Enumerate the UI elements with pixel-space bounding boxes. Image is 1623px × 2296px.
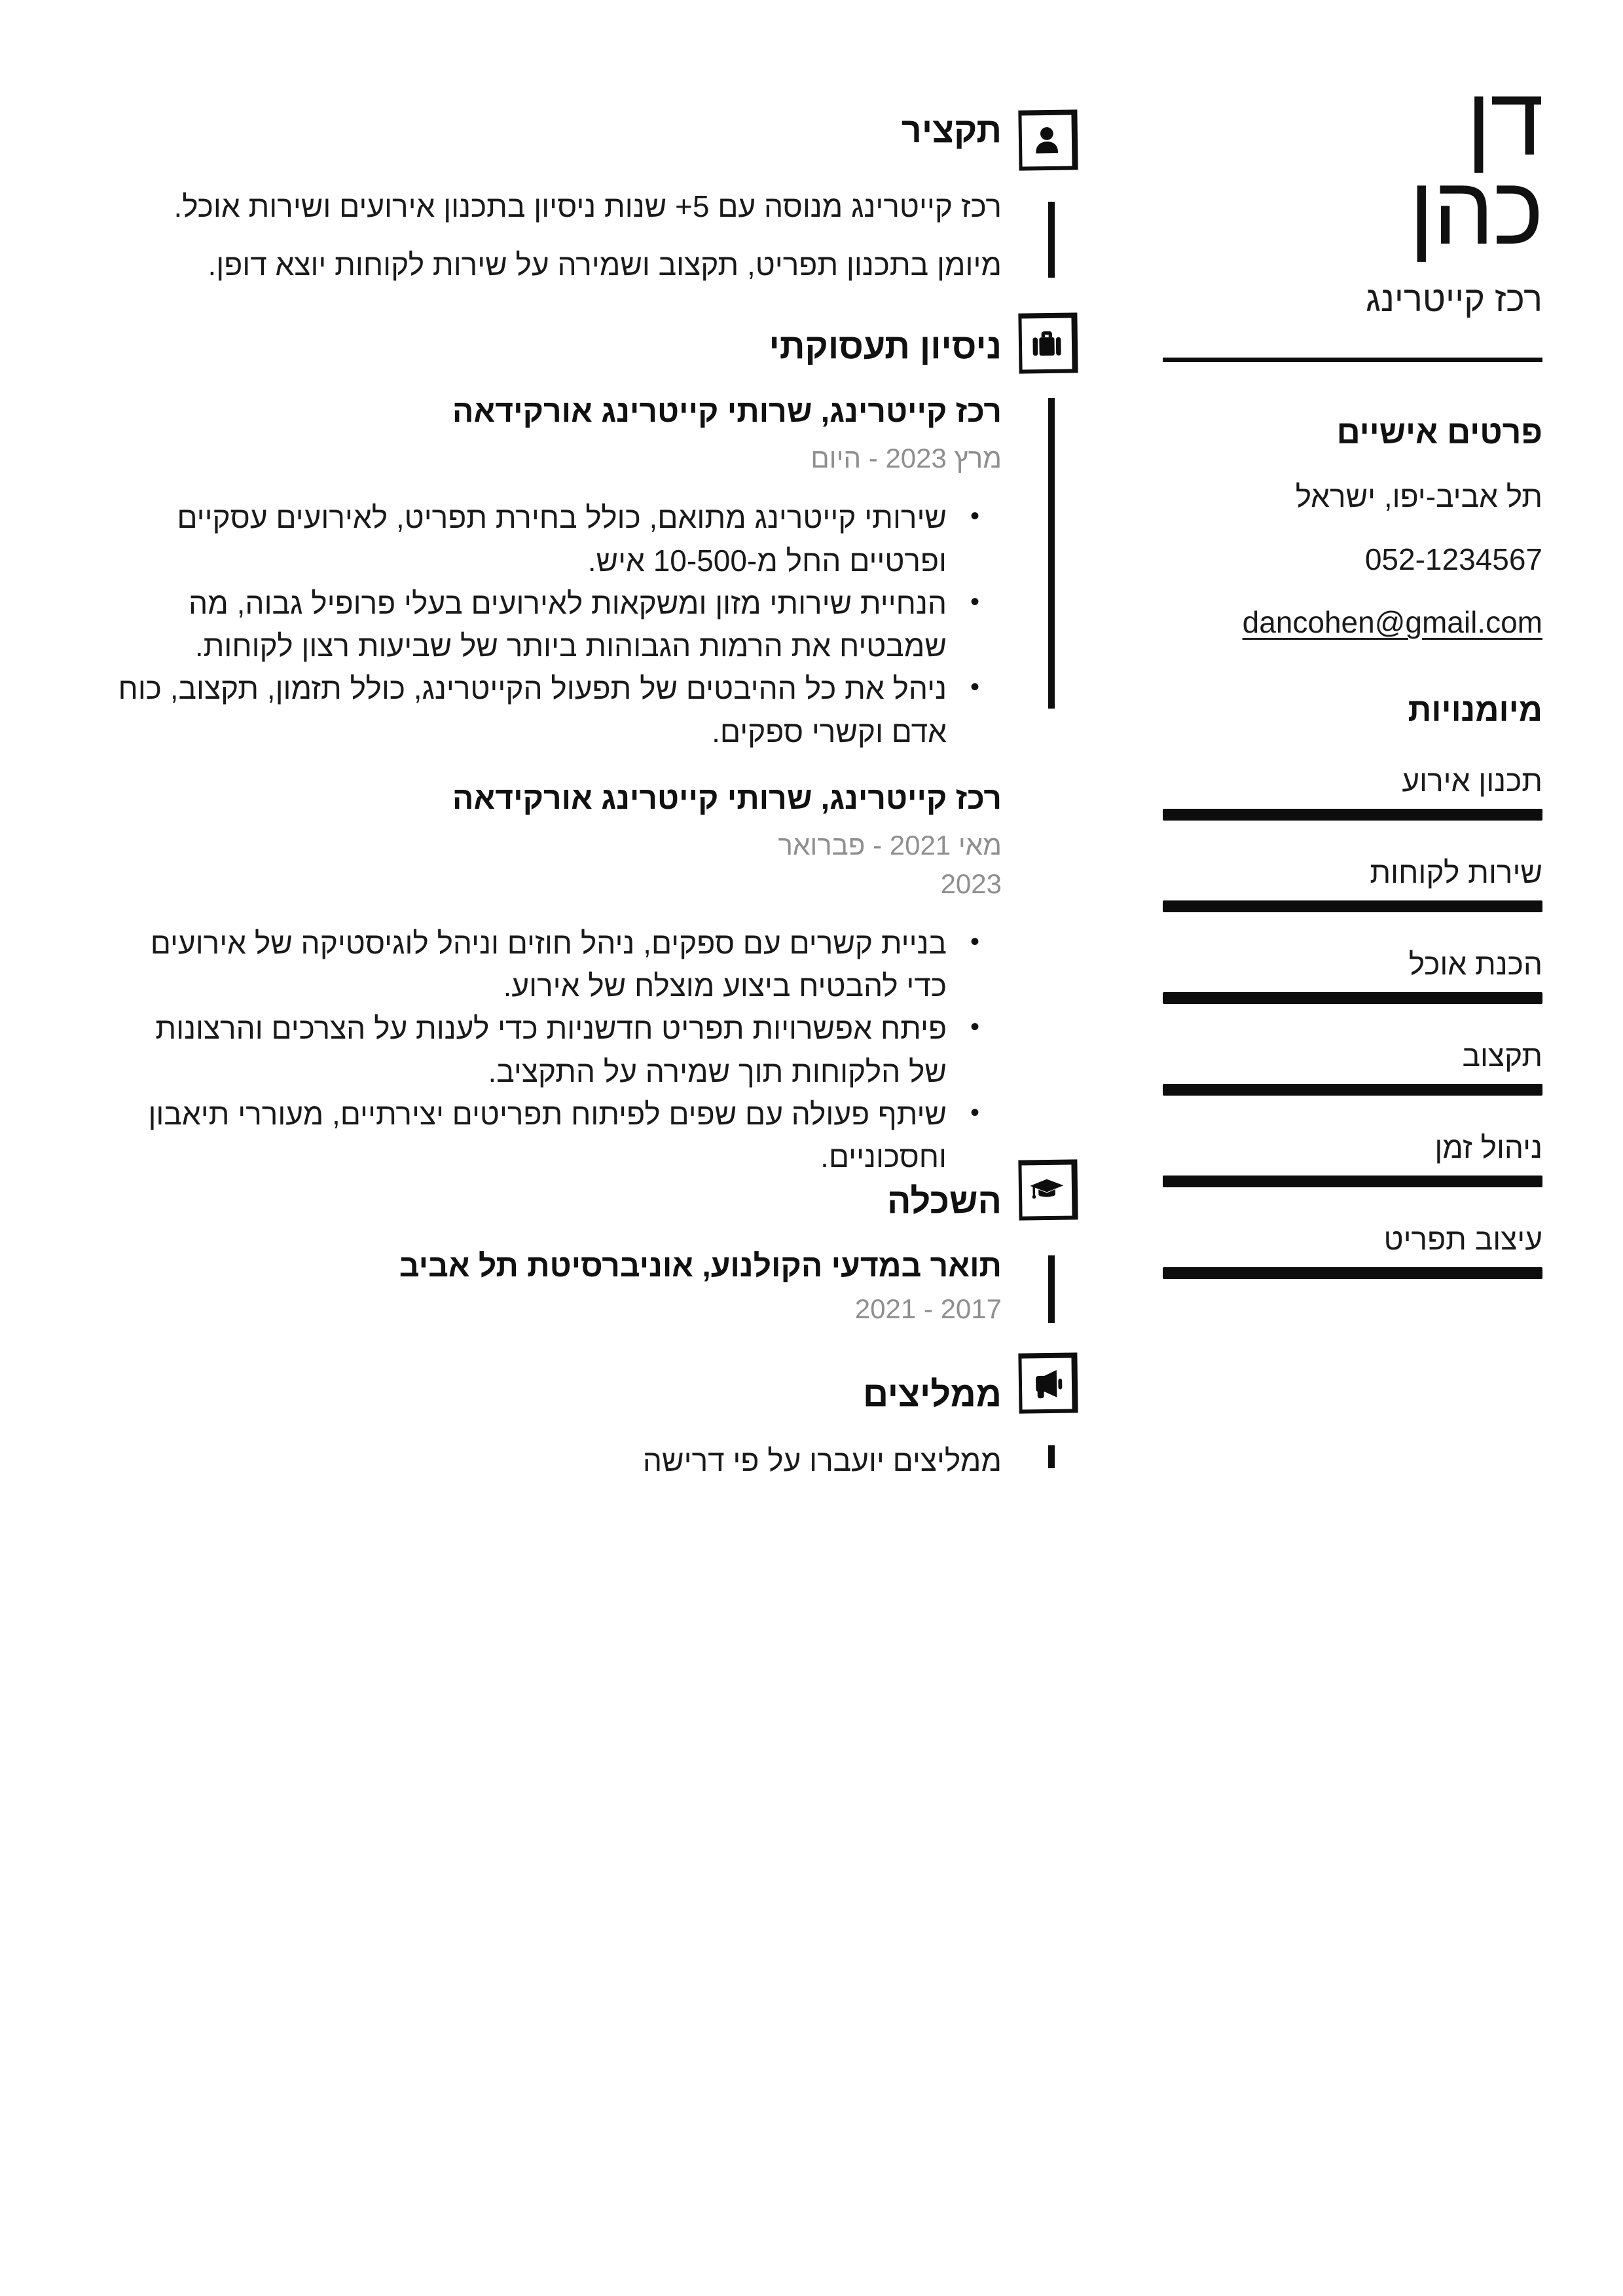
job-entry	[111, 392, 1002, 753]
job-date: מאי 2021 - פברואר 2023	[778, 830, 1002, 899]
skill-label: הכנת אוכל	[1408, 947, 1542, 982]
skills-heading: מיומנויות	[1408, 692, 1542, 729]
skill-bar-track	[1163, 1176, 1542, 1187]
skill-bar	[1163, 1176, 1542, 1187]
skill-bar-track	[1163, 1267, 1542, 1279]
job-title: רכז קייטרינג, שרותי קייטרינג אורקידאה	[452, 781, 1002, 817]
summary-heading: תקציר	[901, 111, 1002, 150]
job-date: מרץ 2023 - היום	[811, 443, 1002, 474]
references-text: ממליצים יועברו על פי דרישה	[642, 1443, 1002, 1478]
candidate-job-title: רכז קייטרינג	[1366, 280, 1542, 320]
timeline-segment	[1048, 202, 1055, 278]
section-education	[111, 1182, 1002, 1325]
last-name: כהן	[1409, 157, 1542, 265]
job-entry	[111, 779, 1002, 1178]
education-degree: תואר במדעי הקולנוע, אוניברסיטת תל אביב	[399, 1249, 1002, 1284]
experience-heading: ניסיון תעסוקתי	[769, 327, 1002, 366]
job-bullet: • ניהל את כל ההיבטים של תפעול הקייטרינג, כולל תזמון, תקצוב, כוח אדם וקשרי ספקים.	[111, 667, 982, 753]
candidate-name	[1163, 67, 1542, 265]
summary-text: רכז קייטרינג מנוסה עם 5+ שנות ניסיון בתכנון אירועים ושירות אוכל. מיומן בתכנון תפריט, תקצוב ושמירה על שירות לקוחות יוצא דופן.	[173, 189, 1002, 282]
contact-location: תל אביב-יפו, ישראל	[1295, 479, 1542, 514]
contact-phone: 052-1234567	[1364, 542, 1542, 577]
megaphone-icon	[1018, 1352, 1078, 1413]
timeline-segment	[1048, 1445, 1055, 1468]
skill-bar	[1163, 992, 1542, 1004]
skill-bar-track	[1163, 900, 1542, 912]
section-references	[111, 1375, 1002, 1478]
sidebar-divider	[1163, 358, 1542, 362]
timeline-segment	[1048, 1255, 1055, 1323]
personal-details-heading: פרטים אישיים	[1336, 414, 1542, 451]
email-link[interactable]: dancohen@gmail.com	[1242, 605, 1542, 640]
job-bullet: • פיתח אפשרויות תפריט חדשניות כדי לענות על הצרכים והרצונות של הלקוחות תוך שמירה על התקציב.	[111, 1007, 982, 1093]
skill-label: עיצוב תפריט	[1383, 1222, 1542, 1257]
skill-item	[1163, 1038, 1542, 1096]
contact-email	[1163, 604, 1542, 640]
person-icon	[1018, 109, 1078, 170]
job-bullets	[111, 922, 1002, 1179]
skill-item	[1163, 763, 1542, 821]
skill-bar-track	[1163, 809, 1542, 821]
references-heading: ממליצים	[862, 1375, 1002, 1414]
job-bullet: • שירותי קייטרינג מתואם, כולל בחירת תפריט, לאירועים עסקיים ופרטיים החל מ-10-500 איש.	[111, 496, 982, 582]
skill-bar	[1163, 1267, 1542, 1279]
section-summary	[111, 111, 1002, 293]
sidebar	[1163, 0, 1542, 1279]
job-bullets	[111, 496, 1002, 753]
first-name: דן	[1466, 67, 1542, 176]
job-bullet: • הנחיית שירותי מזון ומשקאות לאירועים בעלי פרופיל גבוה, מה שמבטיח את הרמות הגבוהות ביותר של שביעות רצון לקוחות.	[111, 582, 982, 668]
education-heading: השכלה	[886, 1181, 1002, 1221]
skill-item	[1163, 1221, 1542, 1279]
skills-list	[1163, 763, 1542, 1279]
graduation-cap-icon	[1018, 1159, 1078, 1220]
skill-label: שירות לקוחות	[1370, 855, 1542, 890]
skill-bar	[1163, 1084, 1542, 1096]
job-title: רכז קייטרינג, שרותי קייטרינג אורקידאה	[452, 394, 1002, 430]
skill-item	[1163, 1130, 1542, 1187]
skill-bar	[1163, 900, 1542, 912]
timeline-segment	[1048, 398, 1055, 709]
skill-item	[1163, 855, 1542, 912]
skill-bar-track	[1163, 992, 1542, 1004]
skill-label: ניהול זמן	[1434, 1130, 1542, 1165]
skill-bar	[1163, 809, 1542, 821]
skill-label: תקצוב	[1462, 1039, 1542, 1073]
job-bullet: • שיתף פעולה עם שפים לפיתוח תפריטים יצירתיים, מעוררי תיאבון וחסכוניים.	[111, 1093, 982, 1179]
skill-item	[1163, 946, 1542, 1004]
briefcase-icon	[1018, 312, 1078, 373]
education-date: 2017 - 2021	[854, 1293, 1002, 1325]
skill-bar-track	[1163, 1084, 1542, 1096]
section-experience	[111, 327, 1002, 1179]
skill-label: תכנון אירוע	[1402, 764, 1542, 798]
job-bullet: • בניית קשרים עם ספקים, ניהל חוזים וניהל לוגיסטיקה של אירועים כדי להבטיח ביצוע מוצלח של אירוע.	[111, 922, 982, 1008]
